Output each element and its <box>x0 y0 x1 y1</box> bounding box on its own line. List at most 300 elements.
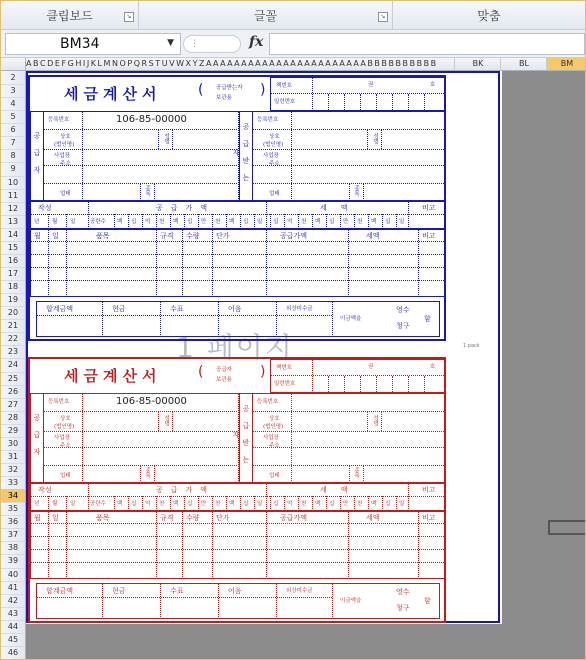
unit-cell-divider <box>240 496 241 511</box>
note-header: 비고 <box>422 204 436 212</box>
item-supply-header: 공급가액 <box>280 232 308 240</box>
item-column-divider <box>348 511 349 579</box>
tax-invoice-blue <box>28 75 446 341</box>
serial-cell-divider <box>376 376 377 392</box>
unit-cell-divider <box>396 214 397 229</box>
item-month-header: 월 <box>34 232 41 240</box>
supply-unit-label: 천 <box>159 219 165 225</box>
serial-number-label: 일련번호 <box>274 99 296 105</box>
tax-unit-label: 천 <box>357 219 363 225</box>
formula-bar-resize-handle[interactable] <box>183 35 241 53</box>
item-tax-header: 세액 <box>366 232 380 240</box>
receiver-biz-item-label: 종목 <box>353 467 359 478</box>
unit-cell-divider <box>326 496 327 511</box>
gwon-label: 권 <box>368 364 374 370</box>
supplier-row-divider <box>44 149 237 150</box>
item-row-divider <box>30 241 446 242</box>
supply-tax-divider <box>266 201 267 229</box>
date-cell-divider <box>66 214 67 229</box>
unit-cell-divider <box>284 214 285 229</box>
supply-unit-label: 백 <box>229 219 235 225</box>
year-label: 년 <box>34 501 40 507</box>
page-watermark: 1 페이지 <box>176 331 294 364</box>
row-header[interactable]: 28 <box>1 411 25 425</box>
totals-label: 합계금액 <box>46 587 74 595</box>
serial-cell-divider <box>360 376 361 392</box>
receipt-label: 영수 <box>396 306 410 314</box>
row-header[interactable]: 3 <box>1 84 25 98</box>
supplier-vertical-label: 공급자 <box>33 131 41 183</box>
supply-tax-divider <box>266 483 267 511</box>
serial-cell-divider <box>408 376 409 392</box>
item-qty-header: 수량 <box>186 514 200 522</box>
tax-unit-label: 십 <box>385 219 391 225</box>
unit-cell-divider <box>298 214 299 229</box>
column-header-bk[interactable]: BK <box>454 58 501 70</box>
blank-count-label: 공란수 <box>90 501 106 507</box>
item-tax-header: 세액 <box>366 514 380 522</box>
supplier-reg-no-label: 등록번호 <box>48 399 70 405</box>
supply-unit-label: 십 <box>187 219 193 225</box>
item-day-header: 일 <box>52 514 59 522</box>
row-header[interactable]: 30 <box>1 437 25 451</box>
supplier-row-divider <box>44 431 237 432</box>
serial-cell-divider <box>328 376 329 392</box>
row-header[interactable]: 40 <box>1 568 25 582</box>
unit-cell-divider <box>170 496 171 511</box>
supply-unit-label: 천 <box>215 219 221 225</box>
receiver-company-label2: (법인명) <box>263 424 284 430</box>
receiver-reg-no-label: 등록번호 <box>257 117 279 123</box>
row-header[interactable]: 29 <box>1 424 25 438</box>
book-number-label-divider <box>312 77 313 111</box>
tax-unit-label: 일 <box>399 219 405 225</box>
receiver-reg-no-label: 등록번호 <box>257 399 279 405</box>
date-header: 작성 <box>38 486 52 494</box>
row-header[interactable]: 22 <box>1 332 25 346</box>
item-column-divider <box>266 511 267 579</box>
supplier-name-divider2 <box>172 129 173 149</box>
alignment-group-label: 맞춤 <box>477 9 501 23</box>
copy-type-bottom: 보관용 <box>216 95 232 101</box>
item-column-divider <box>348 229 349 297</box>
row-header[interactable]: 17 <box>1 267 25 281</box>
date-divider <box>88 201 89 229</box>
column-header-bl[interactable]: BL <box>500 58 547 70</box>
tax-invoice-red <box>28 357 446 623</box>
item-note-header: 비고 <box>422 514 436 522</box>
supplier-biz-type-label: 업태 <box>60 191 71 197</box>
unit-cell-divider <box>170 214 171 229</box>
row-header[interactable]: 45 <box>1 633 25 647</box>
unit-cell-divider <box>284 496 285 511</box>
unit-cell-divider <box>184 496 185 511</box>
column-header-dense[interactable]: A B C D E F G H I J K L M N O P Q R S T U V W X Y Z A A A A A A A A A A A A A A A A A A A A A A A B B B B B B B B B B <box>26 59 436 68</box>
totals-column-divider <box>332 301 333 337</box>
date-header: 작성 <box>38 204 52 212</box>
supplier-biz-item-label: 종목 <box>144 185 150 196</box>
receiver-name-divider <box>367 411 368 431</box>
close-paren: ) <box>260 364 266 380</box>
totals-column-divider <box>160 583 161 619</box>
totals-divider <box>36 597 332 598</box>
supplier-name-divider2 <box>172 411 173 431</box>
receiver-name-divider <box>367 129 368 149</box>
open-paren: ( <box>198 82 204 98</box>
tax-note-divider <box>408 483 409 511</box>
supplier-company-label: 상호 <box>60 134 71 140</box>
unit-cell-divider <box>114 496 115 511</box>
grip-icon: ⋮ <box>190 39 199 49</box>
row-header[interactable]: 41 <box>1 581 25 595</box>
serial-cell-divider <box>344 94 345 110</box>
serial-cell-divider <box>328 94 329 110</box>
item-price-header: 단가 <box>216 514 230 522</box>
receiver-address-label2: 주소 <box>269 161 280 167</box>
ham-label: 함 <box>424 315 431 323</box>
supplier-row-divider <box>44 447 237 448</box>
row-header[interactable]: 39 <box>1 554 25 568</box>
item-row-divider <box>30 536 446 537</box>
receiver-biz-type-label: 업태 <box>269 191 280 197</box>
row-header[interactable]: 31 <box>1 450 25 464</box>
row-header[interactable]: 8 <box>1 149 25 163</box>
active-cell[interactable] <box>548 520 586 535</box>
supplier-label-column <box>82 111 83 201</box>
note-header: 비고 <box>422 486 436 494</box>
book-number-divider <box>270 93 446 94</box>
tax-unit-label: 만 <box>343 219 349 225</box>
ho-label: 호 <box>430 364 436 370</box>
serial-number-label: 일련번호 <box>274 381 296 387</box>
supplier-address-label2: 주소 <box>60 161 71 167</box>
tax-unit-label: 일 <box>399 501 405 507</box>
book-number-label: 책번호 <box>276 365 292 371</box>
claim-label: 청구 <box>396 322 410 330</box>
book-number-box <box>270 359 446 393</box>
supplier-vertical-label: 공급자 <box>33 413 41 465</box>
supplier-row-divider <box>44 129 237 130</box>
item-column-divider <box>212 511 213 579</box>
supply-unit-label: 일 <box>257 501 263 507</box>
invoice-title: 세금계산서 <box>64 85 162 103</box>
receiver-biz-divider2 <box>363 465 364 483</box>
formula-input[interactable] <box>269 33 585 55</box>
unit-cell-divider <box>226 496 227 511</box>
row-header[interactable]: 35 <box>1 502 25 516</box>
tax-unit-label: 천 <box>301 219 307 225</box>
chevron-down-icon[interactable]: ▼ <box>167 38 174 48</box>
name-box-value: BM34 <box>60 36 100 52</box>
row-header[interactable]: 9 <box>1 162 25 176</box>
row-header[interactable]: 34 <box>1 489 25 503</box>
name-box[interactable] <box>5 33 181 55</box>
supplier-label-column <box>82 393 83 483</box>
receipt-label: 영수 <box>396 588 410 596</box>
serial-cell-divider <box>344 376 345 392</box>
close-paren: ) <box>260 82 266 98</box>
supplier-company-label: 상호 <box>60 416 71 422</box>
row-header[interactable]: 6 <box>1 123 25 137</box>
item-column-divider <box>212 229 213 297</box>
item-row-divider <box>30 549 446 550</box>
row-header[interactable]: 26 <box>1 385 25 399</box>
row-header[interactable]: 18 <box>1 280 25 294</box>
totals-column-divider <box>102 583 103 619</box>
row-header[interactable]: 23 <box>1 345 25 359</box>
row-header[interactable]: 33 <box>1 476 25 490</box>
ribbon-group-font <box>139 1 393 29</box>
supply-unit-label: 일 <box>257 219 263 225</box>
serial-cell-divider <box>408 94 409 110</box>
totals-divider <box>36 315 332 316</box>
receiver-row-divider <box>253 129 446 130</box>
item-note-header: 비고 <box>422 232 436 240</box>
receiver-name-divider2 <box>381 129 382 149</box>
receiver-company-label: 상호 <box>269 416 280 422</box>
row-header[interactable]: 19 <box>1 293 25 307</box>
unit-cell-divider <box>368 496 369 511</box>
totals-column-divider <box>218 301 219 337</box>
row-header[interactable]: 7 <box>1 136 25 150</box>
row-header[interactable]: 32 <box>1 463 25 477</box>
unit-cell-divider <box>354 214 355 229</box>
unit-cell-divider <box>298 496 299 511</box>
row-header[interactable]: 10 <box>1 176 25 190</box>
receiver-company-label: 상호 <box>269 134 280 140</box>
item-row-divider <box>30 267 446 268</box>
font-group-label: 글꼴 <box>253 9 278 23</box>
open-paren: ( <box>198 364 204 380</box>
unit-cell-divider <box>396 496 397 511</box>
ribbon-group-alignment <box>393 1 585 29</box>
tax-unit-label: 억 <box>287 219 293 225</box>
receiver-row-divider <box>253 411 446 412</box>
day-label: 일 <box>70 219 76 225</box>
supply-unit-label: 십 <box>243 219 249 225</box>
unit-cell-divider <box>254 496 255 511</box>
amount-phrase: 이금액을 <box>340 598 362 604</box>
supplier-biz-divider2 <box>154 465 155 483</box>
totals-label: 현금 <box>112 587 126 595</box>
totals-label: 어음 <box>228 305 242 313</box>
totals-label: 외상미수금 <box>286 306 313 312</box>
item-column-divider <box>266 229 267 297</box>
supplier-row-divider <box>44 411 237 412</box>
tax-unit-label: 만 <box>343 501 349 507</box>
unit-cell-divider <box>142 214 143 229</box>
tax-unit-label: 백 <box>315 501 321 507</box>
supply-unit-label: 백 <box>173 219 179 225</box>
clipboard-launcher-icon[interactable]: ↘ <box>124 12 134 22</box>
item-column-divider <box>418 511 419 579</box>
unit-cell-divider <box>270 496 271 511</box>
item-row-divider <box>30 523 446 524</box>
serial-cell-divider <box>376 94 377 110</box>
unit-cell-divider <box>212 496 213 511</box>
receiver-label-column <box>291 111 292 201</box>
row-header[interactable]: 20 <box>1 306 25 320</box>
row-header[interactable]: 5 <box>1 110 25 124</box>
item-row-divider <box>30 280 446 281</box>
unit-cell-divider <box>212 214 213 229</box>
row-header[interactable]: 11 <box>1 189 25 203</box>
tax-unit-label: 십 <box>385 501 391 507</box>
row-header[interactable]: 36 <box>1 515 25 529</box>
supply-unit-label: 십 <box>131 501 137 507</box>
unit-cell-divider <box>382 496 383 511</box>
supply-header: 공급가액 <box>156 486 216 494</box>
date-divider <box>88 483 89 511</box>
receiver-address-label: 사업장 <box>263 153 279 159</box>
column-header-bm[interactable]: BM <box>546 58 586 70</box>
supplier-reg-no: 106-85-00000 <box>116 396 187 407</box>
row-header[interactable]: 16 <box>1 254 25 268</box>
tax-unit-label: 억 <box>287 501 293 507</box>
row-header[interactable]: 15 <box>1 241 25 255</box>
item-column-divider <box>418 229 419 297</box>
supplier-company-label2: (법인명) <box>54 142 75 148</box>
tax-unit-label: 십 <box>329 219 335 225</box>
receiver-row-divider <box>253 149 446 150</box>
select-all-corner[interactable] <box>1 58 26 70</box>
row-header[interactable]: 4 <box>1 97 25 111</box>
supply-unit-label: 억 <box>145 501 151 507</box>
item-column-divider <box>66 511 67 579</box>
row-header[interactable]: 13 <box>1 215 25 229</box>
receiver-name-divider2 <box>381 411 382 431</box>
unit-cell-divider <box>254 214 255 229</box>
row-header[interactable]: 38 <box>1 541 25 555</box>
totals-label: 수표 <box>170 305 184 313</box>
item-column-divider <box>48 229 49 297</box>
totals-column-divider <box>102 301 103 337</box>
totals-column-divider <box>276 583 277 619</box>
supply-unit-label: 천 <box>215 501 221 507</box>
supplier-name-divider <box>158 129 159 149</box>
item-table <box>30 229 446 297</box>
blank-count-label: 공란수 <box>90 219 106 225</box>
row-header[interactable]: 14 <box>1 228 25 242</box>
unit-cell-divider <box>184 214 185 229</box>
row-header[interactable]: 27 <box>1 398 25 412</box>
receiver-address-label2: 주소 <box>269 443 280 449</box>
receiver-vertical-label: 공급받는자 <box>232 123 250 191</box>
item-price-header: 단가 <box>216 232 230 240</box>
book-number-box <box>270 77 446 111</box>
unit-cell-divider <box>354 496 355 511</box>
copy-type-top: 공급받는자 <box>216 85 243 91</box>
serial-cell-divider <box>360 94 361 110</box>
receiver-biz-type-label: 업태 <box>269 473 280 479</box>
day-label: 일 <box>70 501 76 507</box>
gwon-label: 권 <box>368 82 374 88</box>
unit-cell-divider <box>312 214 313 229</box>
unit-cell-divider <box>382 214 383 229</box>
receiver-row-divider <box>253 431 446 432</box>
row-header[interactable]: 43 <box>1 607 25 621</box>
totals-label: 수표 <box>170 587 184 595</box>
tax-note-divider <box>408 201 409 229</box>
font-launcher-icon[interactable]: ↘ <box>378 12 388 22</box>
receiver-address-label: 사업장 <box>263 435 279 441</box>
row-header[interactable]: 44 <box>1 620 25 634</box>
amount-header-divider <box>30 496 446 497</box>
supply-unit-label: 억 <box>145 219 151 225</box>
row-header[interactable]: 42 <box>1 594 25 608</box>
month-label: 월 <box>52 501 58 507</box>
serial-cell-divider <box>392 94 393 110</box>
receiver-name-label: 성명 <box>372 133 378 144</box>
item-name-header: 품목 <box>96 514 110 522</box>
item-column-divider <box>182 511 183 579</box>
row-header[interactable]: 21 <box>1 319 25 333</box>
item-column-divider <box>182 229 183 297</box>
supplier-biz-item-label: 종목 <box>144 467 150 478</box>
date-cell-divider <box>48 214 49 229</box>
tax-unit-label: 십 <box>273 219 279 225</box>
row-header[interactable]: 46 <box>1 646 25 660</box>
column-headers <box>1 58 585 71</box>
supplier-biz-type-label: 업태 <box>60 473 71 479</box>
row-header[interactable]: 2 <box>1 71 25 85</box>
totals-label: 현금 <box>112 305 126 313</box>
unit-cell-divider <box>340 214 341 229</box>
serial-cell-divider <box>424 376 425 392</box>
row-header[interactable]: 37 <box>1 528 25 542</box>
receiver-biz-divider2 <box>363 183 364 201</box>
outside-print-area-bottom <box>26 624 502 659</box>
tax-unit-label: 백 <box>315 219 321 225</box>
item-day-header: 일 <box>52 232 59 240</box>
unit-cell-divider <box>368 214 369 229</box>
supply-unit-label: 만 <box>201 219 207 225</box>
receiver-biz-divider <box>349 183 350 201</box>
receiver-biz-item-label: 종목 <box>353 185 359 196</box>
tax-unit-label: 십 <box>273 501 279 507</box>
supplier-company-label2: (법인명) <box>54 424 75 430</box>
tax-unit-label: 천 <box>301 501 307 507</box>
unit-cell-divider <box>156 214 157 229</box>
supplier-address-label2: 주소 <box>60 443 71 449</box>
supplier-address-label: 사업장 <box>54 153 70 159</box>
serial-cell-divider <box>424 94 425 110</box>
tax-header: 세액 <box>320 486 362 494</box>
worksheet[interactable] <box>26 71 585 659</box>
outside-print-area <box>502 71 585 659</box>
date-cell-divider <box>48 496 49 511</box>
row-header[interactable]: 24 <box>1 358 25 372</box>
supplier-row-divider <box>44 165 237 166</box>
claim-label: 청구 <box>396 604 410 612</box>
copy-type-bottom: 보관용 <box>216 377 232 383</box>
month-label: 월 <box>52 219 58 225</box>
tax-header: 세액 <box>320 204 362 212</box>
supply-unit-label: 만 <box>201 501 207 507</box>
ribbon-group-clipboard <box>1 1 139 29</box>
row-header[interactable]: 25 <box>1 372 25 386</box>
row-header[interactable]: 12 <box>1 202 25 216</box>
unit-cell-divider <box>312 496 313 511</box>
insert-function-button[interactable]: fx <box>249 34 264 50</box>
receiver-name-label: 성명 <box>372 415 378 426</box>
supplier-address-label: 사업장 <box>54 435 70 441</box>
supply-unit-label: 천 <box>159 501 165 507</box>
unit-cell-divider <box>142 496 143 511</box>
row-headers <box>1 71 26 659</box>
unit-cell-divider <box>156 496 157 511</box>
totals-column-divider <box>160 301 161 337</box>
